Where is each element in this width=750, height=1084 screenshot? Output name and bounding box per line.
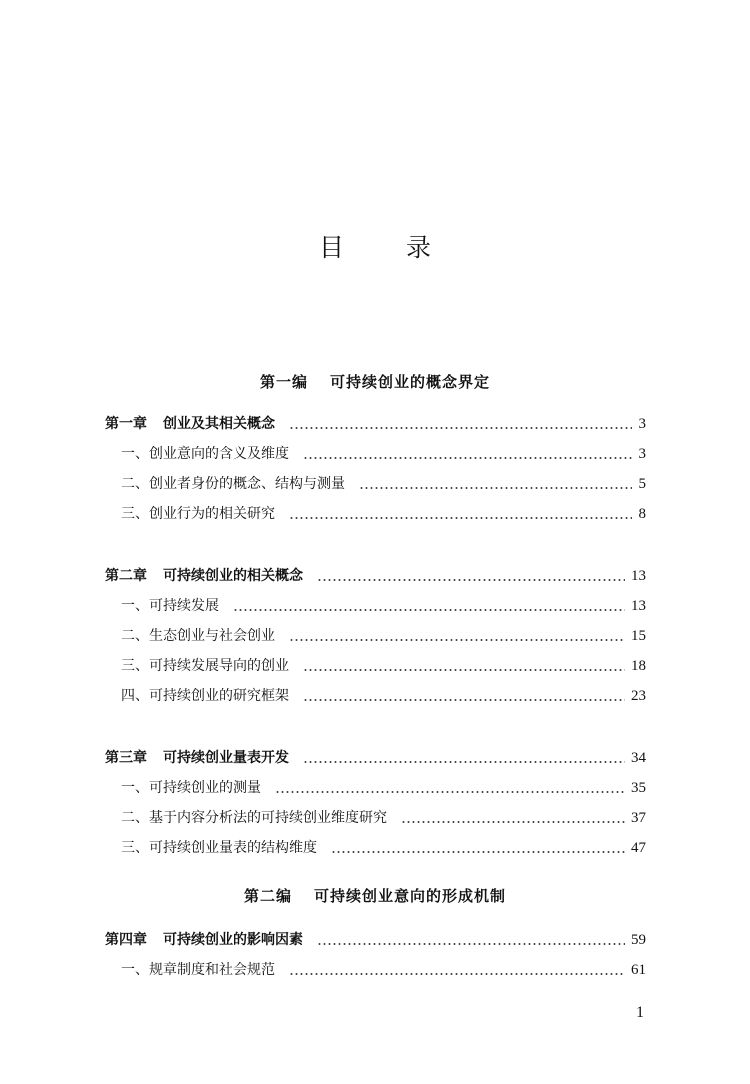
section-title: 四、可持续创业的研究框架 [121, 688, 289, 704]
toc-chapter-entry[interactable] [105, 565, 646, 587]
page-number: 1 [636, 1004, 644, 1021]
toc-section-entry[interactable] [121, 959, 646, 981]
toc-section-entry[interactable] [121, 837, 646, 859]
toc-section-entry[interactable] [121, 503, 646, 525]
dot-leader [303, 669, 625, 671]
page-ref: 5 [638, 476, 646, 492]
dot-leader [289, 639, 625, 641]
dot-leader [289, 427, 632, 429]
page-ref: 13 [631, 568, 646, 584]
page-ref: 37 [631, 810, 646, 826]
page-ref: 3 [638, 416, 646, 432]
section-title: 一、规章制度和社会规范 [121, 962, 275, 978]
dot-leader [289, 517, 632, 519]
chapter-label: 第三章 [105, 750, 147, 766]
page-ref: 61 [631, 962, 646, 978]
section-title: 二、创业者身份的概念、结构与测量 [121, 476, 345, 492]
dot-leader [317, 943, 625, 945]
dot-leader [303, 699, 625, 701]
toc-section-entry[interactable] [121, 685, 646, 707]
toc-section-entry[interactable] [121, 655, 646, 677]
page-ref: 47 [631, 840, 646, 856]
dot-leader [303, 457, 632, 459]
toc-chapter-entry[interactable] [105, 413, 646, 435]
dot-leader [275, 791, 625, 793]
section-title: 三、创业行为的相关研究 [121, 506, 275, 522]
toc-chapter-entry[interactable] [105, 929, 646, 951]
page-ref: 59 [631, 932, 646, 948]
page-ref: 35 [631, 780, 646, 796]
page-ref: 18 [631, 658, 646, 674]
chapter-title: 可持续创业量表开发 [163, 750, 289, 766]
section-title: 一、可持续发展 [121, 598, 219, 614]
dot-leader [289, 973, 625, 975]
chapter-label: 第四章 [105, 932, 147, 948]
part-label: 第一编 [259, 373, 308, 391]
section-title: 一、可持续创业的测量 [121, 780, 261, 796]
part-heading [0, 885, 750, 906]
page-ref: 34 [631, 750, 646, 766]
section-title: 二、生态创业与社会创业 [121, 628, 275, 644]
page-ref: 15 [631, 628, 646, 644]
dot-leader [401, 821, 625, 823]
toc-section-entry[interactable] [121, 473, 646, 495]
section-title: 一、创业意向的含义及维度 [121, 446, 289, 462]
toc-section-entry[interactable] [121, 625, 646, 647]
chapter-label: 第二章 [105, 568, 147, 584]
chapter-title: 创业及其相关概念 [163, 416, 275, 432]
part-title: 可持续创业的概念界定 [330, 373, 491, 391]
chapter-title: 可持续创业的相关概念 [163, 568, 303, 584]
toc-section-entry[interactable] [121, 443, 646, 465]
chapter-label: 第一章 [105, 416, 147, 432]
toc-section-entry[interactable] [121, 807, 646, 829]
part-heading [0, 371, 750, 392]
section-title: 三、可持续创业量表的结构维度 [121, 840, 317, 856]
toc-title [0, 228, 750, 264]
dot-leader [233, 609, 625, 611]
page-ref: 8 [638, 506, 646, 522]
toc-section-entry[interactable] [121, 777, 646, 799]
dot-leader [317, 579, 625, 581]
toc-title-char-1: 目 [318, 233, 344, 262]
toc-section-entry[interactable] [121, 595, 646, 617]
part-label: 第二编 [243, 887, 292, 905]
chapter-title: 可持续创业的影响因素 [163, 932, 303, 948]
page-ref: 13 [631, 598, 646, 614]
section-title: 二、基于内容分析法的可持续创业维度研究 [121, 810, 387, 826]
page-ref: 3 [638, 446, 646, 462]
section-title: 三、可持续发展导向的创业 [121, 658, 289, 674]
dot-leader [331, 851, 625, 853]
page-ref: 23 [631, 688, 646, 704]
part-title: 可持续创业意向的形成机制 [314, 887, 507, 905]
dot-leader [359, 487, 632, 489]
toc-chapter-entry[interactable] [105, 747, 646, 769]
dot-leader [303, 761, 625, 763]
toc-title-char-2: 录 [406, 233, 432, 262]
